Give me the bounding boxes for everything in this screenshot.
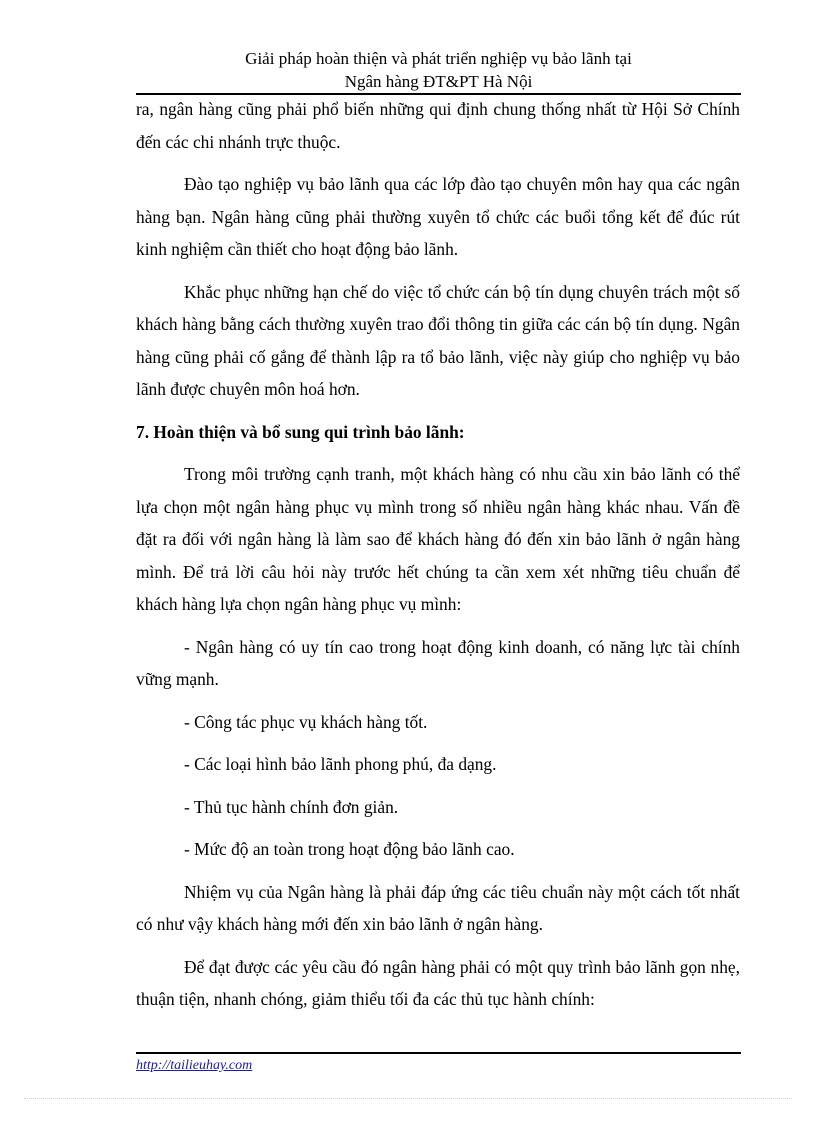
list-item: - Các loại hình bảo lãnh phong phú, đa dạng.	[184, 754, 497, 774]
paragraph-requirements: Để đạt được các yêu cầu đó ngân hàng phải có một quy trình bảo lãnh gọn nhẹ, thuận tiện, nhanh chóng, giảm thiểu tối đa các thủ tục hành chính:	[136, 956, 740, 1009]
header-line-1: Giải pháp hoàn thiện và phát triển nghiệp vụ bảo lãnh tại	[245, 49, 632, 68]
document-body	[136, 93, 740, 1026]
footer-divider	[136, 1052, 741, 1054]
footer-link[interactable]: http://tailieuhay.com	[136, 1058, 253, 1073]
paragraph-training: Đào tạo nghiệp vụ bảo lãnh qua các lớp đào tạo chuyên môn hay qua các ngân hàng bạn. Ngân hàng cũng phải thường xuyên tổ chức các buổi tổng kết để đúc rút kinh nghiệm cần thiết cho hoạt động bảo lãnh.	[136, 174, 740, 259]
page-bottom-border	[24, 1098, 792, 1099]
paragraph-continuation: ra, ngân hàng cũng phải phổ biến những qui định chung thống nhất từ Hội Sở Chính đến các chi nhánh trực thuộc.	[136, 99, 740, 152]
list-item: - Ngân hàng có uy tín cao trong hoạt động kinh doanh, có năng lực tài chính vững mạnh.	[136, 636, 740, 689]
running-header	[136, 47, 741, 93]
section-heading-7: 7. Hoàn thiện và bổ sung qui trình bảo lãnh:	[136, 421, 465, 442]
paragraph-overcome-limits: Khắc phục những hạn chế do việc tổ chức cán bộ tín dụng chuyên trách một số khách hàng bằng cách thường xuyên trao đổi thông tin giữa các cán bộ tín dụng. Ngân hàng cũng phải cố gắng để thành lập ra tổ bảo lãnh, việc này giúp cho nghiệp vụ bảo lãnh được chuyên môn hoá hơn.	[136, 281, 740, 399]
list-item: - Mức độ an toàn trong hoạt động bảo lãnh cao.	[184, 839, 515, 859]
paragraph-bank-duty: Nhiệm vụ của Ngân hàng là phải đáp ứng các tiêu chuẩn này một cách tốt nhất có như vậy khách hàng mới đến xin bảo lãnh ở ngân hàng.	[136, 881, 740, 934]
list-item: - Công tác phục vụ khách hàng tốt.	[184, 711, 428, 732]
header-line-2: Ngân hàng ĐT&PT Hà Nội	[344, 72, 533, 91]
list-item: - Thủ tục hành chính đơn giản.	[184, 796, 399, 817]
paragraph-competition: Trong môi trường cạnh tranh, một khách hàng có nhu cầu xin bảo lãnh có thể lựa chọn một ngân hàng phục vụ mình trong số nhiều ngân hàng khác nhau. Vấn đề đặt ra đối với ngân hàng là làm sao để khách hàng đó đến xin bảo lãnh ở ngân hàng mình. Để trả lời câu hỏi này trước hết chúng ta cần xem xét những tiêu chuẩn để khách hàng lựa chọn ngân hàng phục vụ mình:	[136, 464, 740, 614]
